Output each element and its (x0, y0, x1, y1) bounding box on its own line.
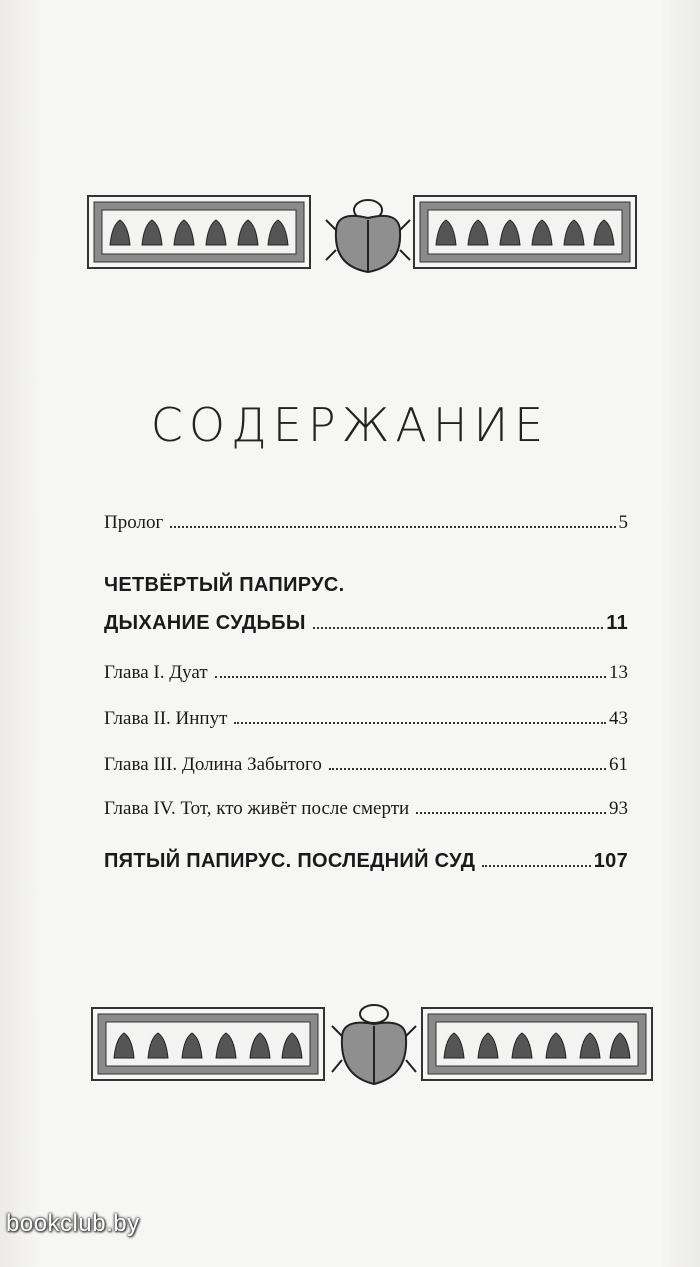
toc-entry-part-four[interactable] (104, 612, 628, 635)
toc-entry-label: Глава I. Дуат (104, 662, 208, 683)
dot-leader (313, 626, 604, 629)
top-ornament (0, 190, 700, 280)
toc-entry-page: 61 (609, 754, 628, 775)
lotus-border-ornament (422, 1008, 652, 1080)
dot-leader (416, 811, 606, 814)
dot-leader (482, 864, 590, 867)
dot-leader (215, 675, 606, 678)
page-title: СОДЕРЖАНИЕ (150, 398, 550, 452)
toc-entry-chapter-1[interactable] (104, 662, 628, 684)
dot-leader (234, 721, 606, 724)
toc-entry-page: 11 (606, 612, 628, 634)
toc-entry-chapter-2[interactable] (104, 708, 628, 730)
toc-entry-label: Пролог (104, 512, 164, 533)
toc-entry-chapter-3[interactable] (104, 754, 628, 776)
toc-entry-page: 13 (609, 662, 628, 683)
toc-entry-label: ДЫХАНИЕ СУДЬБЫ (104, 612, 306, 634)
bottom-ornament (0, 1000, 700, 1090)
toc-entry-prologue[interactable] (104, 512, 628, 534)
toc-part-heading: ЧЕТВЁРТЫЙ ПАПИРУС. (104, 574, 345, 596)
toc-entry-chapter-4[interactable] (104, 798, 628, 820)
lotus-border-ornament (92, 1008, 324, 1080)
toc-entry-page: 5 (618, 512, 628, 533)
lotus-border-ornament (414, 196, 636, 268)
site-watermark: bookclub.by (6, 1210, 140, 1237)
toc-entry-page: 107 (593, 850, 628, 872)
toc-entry-page: 43 (609, 708, 628, 729)
scarab-icon (326, 200, 410, 272)
scarab-icon (332, 1005, 416, 1084)
dot-leader (329, 767, 606, 770)
dot-leader (170, 525, 615, 528)
lotus-border-ornament (88, 196, 310, 268)
toc-entry-label: ПЯТЫЙ ПАПИРУС. ПОСЛЕДНИЙ СУД (104, 850, 476, 872)
toc-entry-label: Глава IV. Тот, кто живёт после смерти (104, 798, 410, 819)
toc-entry-page: 93 (609, 798, 628, 819)
toc-entry-part-five[interactable] (104, 850, 628, 873)
toc-entry-label: Глава III. Долина Забытого (104, 754, 322, 775)
toc-entry-label: Глава II. Инпут (104, 708, 228, 729)
